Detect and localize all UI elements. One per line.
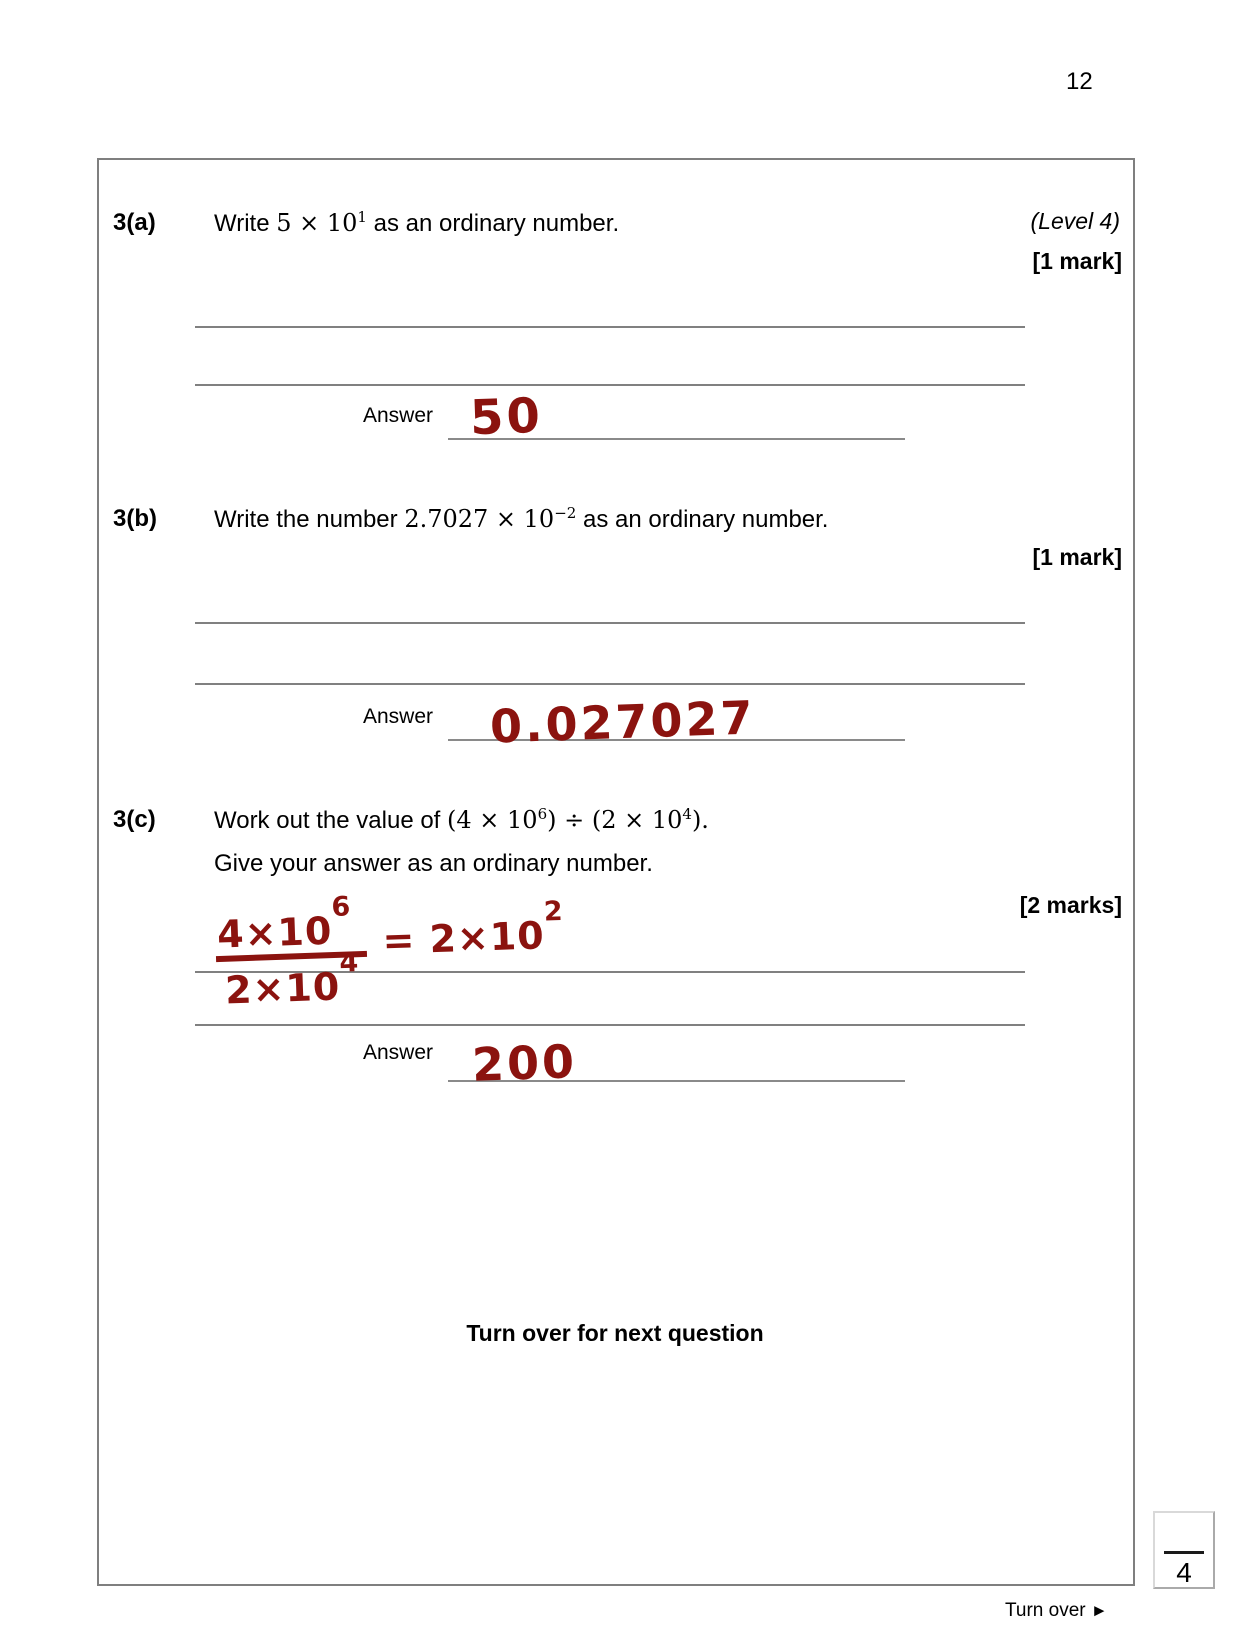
question-id-3a: 3(a) <box>113 209 156 236</box>
turn-over-label: Turn over <box>1005 1600 1086 1621</box>
fraction-denominator <box>216 946 369 1013</box>
answer-label-3b: Answer <box>363 705 434 728</box>
writing-line[interactable] <box>195 326 1025 328</box>
marks-3a: [1 mark] <box>1032 248 1122 274</box>
q3a-math-exponent: 1 <box>357 208 367 226</box>
numerator-exponent: 6 <box>330 891 352 924</box>
question-text-3a <box>214 208 619 238</box>
equals-sign: = <box>381 917 417 963</box>
turn-over-arrow-icon: ► <box>1090 1601 1108 1620</box>
q3a-math-base: 5 × 10 <box>276 209 358 237</box>
q3c-math-a-base: (4 × 10 <box>447 806 538 834</box>
question-text-3b <box>214 504 828 534</box>
question-3c-instruction: Give your answer as an ordinary number. <box>214 850 653 877</box>
question-id-3c: 3(c) <box>113 806 156 833</box>
q3b-math-exponent: −2 <box>554 504 577 522</box>
handwritten-result <box>381 895 565 963</box>
q3c-text-prefix: Work out the value of <box>214 807 448 834</box>
q3b-math-base: 2.7027 × 10 <box>404 505 555 533</box>
handwritten-working <box>214 891 566 1013</box>
question-text-3c <box>214 805 709 835</box>
writing-line[interactable] <box>195 1024 1025 1026</box>
numerator-base: 4×10 <box>216 908 334 957</box>
handwritten-answer-3a: 50 <box>469 387 544 447</box>
answer-label-3a: Answer <box>363 404 434 427</box>
total-marks-box <box>1153 1511 1215 1589</box>
q3a-text-prefix: Write <box>214 210 277 237</box>
writing-line[interactable] <box>195 384 1025 386</box>
q3c-math-suffix: ). <box>691 806 709 834</box>
next-question-note: Turn over for next question <box>466 1320 764 1346</box>
q3c-math-a-exponent: 6 <box>537 805 548 823</box>
writing-line[interactable] <box>195 683 1025 685</box>
marks-3b: [1 mark] <box>1032 544 1122 570</box>
q3c-math-mid: ) ÷ (2 × 10 <box>547 806 683 834</box>
result-exponent: 2 <box>543 895 565 928</box>
denominator-exponent: 4 <box>338 946 360 979</box>
marks-3c: [2 marks] <box>1019 892 1122 918</box>
page-number: 12 <box>1066 68 1093 95</box>
handwritten-answer-3c: 200 <box>471 1034 578 1092</box>
writing-line[interactable] <box>195 622 1025 624</box>
total-marks-value: 4 <box>1176 1557 1192 1588</box>
q3c-math-b-exponent: 4 <box>682 805 692 823</box>
denominator-base: 2×10 <box>224 964 342 1013</box>
score-line <box>1164 1551 1204 1554</box>
q3b-text-prefix: Write the number <box>214 506 405 533</box>
q3a-text-suffix: as an ordinary number. <box>366 210 620 237</box>
q3b-text-suffix: as an ordinary number. <box>576 506 829 533</box>
result-base: 2×10 <box>428 913 546 962</box>
turn-over-footer <box>1005 1600 1108 1622</box>
handwritten-answer-3b: 0.027027 <box>489 690 757 754</box>
answer-label-3c: Answer <box>363 1041 434 1064</box>
question-id-3b: 3(b) <box>113 505 157 532</box>
handwritten-fraction <box>214 891 368 1013</box>
level-label: (Level 4) <box>1030 208 1120 234</box>
